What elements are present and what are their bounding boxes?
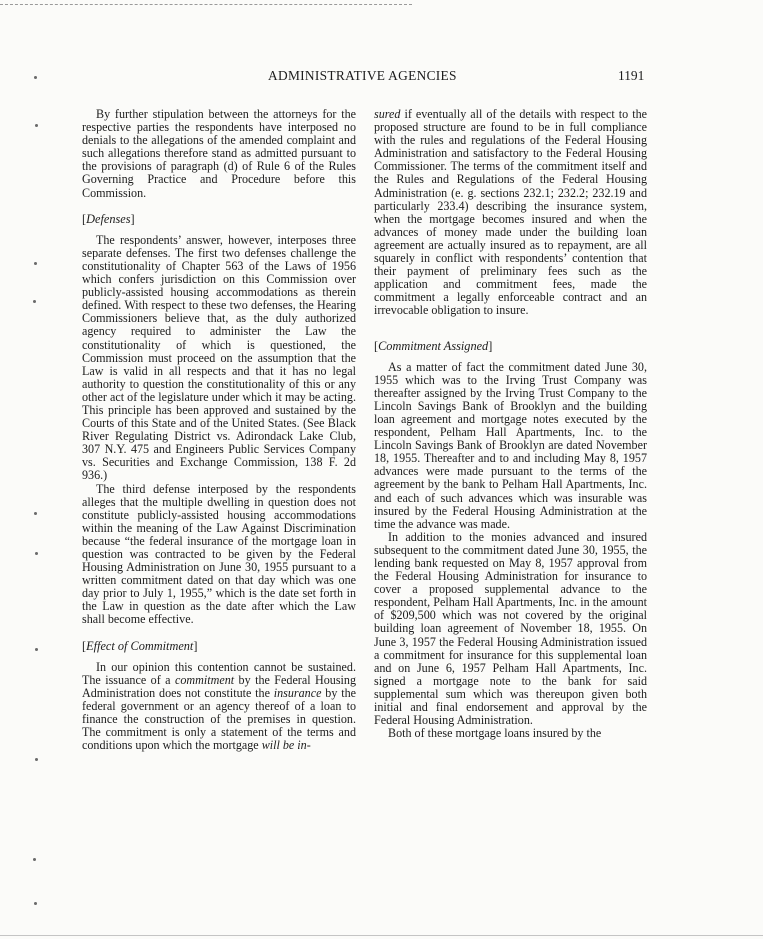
scan-top-border [0, 4, 412, 5]
running-title: ADMINISTRATIVE AGENCIES [268, 68, 457, 83]
scan-speck [35, 648, 38, 651]
running-header [0, 68, 763, 88]
paragraph-defenses: The respondents’ answer, however, interposes three separate defenses. The first two defenses challenge the constitutionality of Chapter 563 of the Laws of 1956 which confers jurisdiction on this Commission over publicly-assisted housing accommodations as therein defined. With respect to these two defenses, the Hearing Commissioners believe that, as the duly authorized agency required to administer the Law the constitutionality of which is questioned, the Commission must proceed on the assumption that the Law is valid in all respects and that it has no legal authority to question the constitutionality of this or any other act of the legislature under which it may be acting. This principle has been approved and sustained by the Courts of this State and of the United States. (See Black River Regulating District vs. Adirondack Lake Club, 307 N.Y. 475 and Engineers Public Services Company vs. Securities and Exchange Commission, 138 F. 2d 936.) [82, 232, 356, 483]
scan-speck [34, 262, 37, 265]
paragraph-both-loans: Both of these mortgage loans insured by the [388, 726, 602, 741]
scan-bottom-rule [0, 935, 763, 936]
section-heading-effect-of-commitment: [Effect of Commitment] [82, 638, 198, 653]
scan-speck [33, 300, 36, 303]
paragraph-stipulation: By further stipulation between the attorneys for the respective parties the respondents have interposed no denials to the allegations of the amended complaint and such allegations therefore stand as admitted pursuant to the provisions of paragraph (d) of Rule 6 of the Rules Governing Practice and Procedure before this Commission. [82, 107, 356, 200]
scan-speck [34, 902, 37, 905]
scan-speck [35, 552, 38, 555]
right-column [374, 108, 647, 740]
paragraph-insured-continuation: sured if eventually all of the details with respect to the proposed structure are found to be in full compliance with the rules and regulations of the Federal Housing Administration and satisfactory to the Federal Housing Commissioner. The terms of the commitment itself and the Rules and Regulations of the Federal Housing Administration (e. g. sections 232.1; 232.2; 232.19 and particularly 233.4) describing the insurance system, when the mortgage becomes insured and when the advances of money made under the building loan agreement are actually insured as to repayment, are all squarely in conflict with respondents’ contention that their payment of preliminary fees such as the application and commitment fees, made the commitment a legally enforceable contract and an irrevocable obligation to insure. [374, 107, 647, 318]
section-heading-commitment-assigned: [Commitment Assigned] [374, 338, 493, 353]
paragraph-commitment-assigned: As a matter of fact the commitment dated June 30, 1955 which was to the Irving Trust Company was thereafter assigned by the Irving Trust Company to the Lincoln Savings Bank of Brooklyn and the building loan agreement and mortgage notes executed by the respondent, Pelham Hall Apartments, Inc. to the Lincoln Savings Bank of Brooklyn are dated November 18, 1955. Thereafter and to and including May 8, 1957 advances were made pursuant to the terms of the agreement by the bank to Pelham Hall Apartments, Inc. and each of such advances which was insurable was insured by the Federal Housing Administration at the time the advance was made. [374, 359, 647, 531]
paragraph-opinion: In our opinion this contention cannot be sustained. The issuance of a commitment by the Federal Housing Administration does not constitute the insurance by the federal government or an agency thereof of a loan to finance the construction of the premises in question. The commitment is only a statement of the terms and conditions upon which the mortgage will be in- [82, 659, 356, 753]
scan-speck [34, 76, 37, 79]
page-number: 1191 [618, 68, 645, 83]
section-heading-defenses: [Defenses] [82, 211, 135, 226]
left-column [82, 108, 356, 752]
scan-speck [35, 124, 38, 127]
scan-speck [35, 758, 38, 761]
scan-speck [33, 858, 36, 861]
paragraph-supplemental-advance: In addition to the monies advanced and insured subsequent to the commitment dated June 30, 1955, the lending bank requested on May 8, 1957 approval from the Federal Housing Administration for insurance to cover a proposed supplemental advance to the respondent, Pelham Hall Apartments, Inc. in the amount of $209,500 which was not covered by the original building loan agreement of November 18, 1955. On June 3, 1957 the Federal Housing Administration issued a commitment for insurance for this supplemental loan and on June 6, 1957 Pelham Hall Apartments, Inc. signed a mortgage note to the bank for said supplemental sum which was thereupon given both initial and final endorsement and approval by the Federal Housing Administration. [374, 529, 647, 728]
paragraph-third-defense: The third defense interposed by the respondents alleges that the multiple dwelling in question does not constitute publicly-assisted housing accommodations within the meaning of the Law Against Discrimination because “the federal insurance of the mortgage loan in question was contracted to be given by the Federal Housing Administration on June 30, 1955 pursuant to a written commitment dated on that day which was one day prior to July 1, 1955,” which is the date set forth in the Law in question as the date after which the Law shall become effective. [82, 481, 356, 627]
scan-speck [34, 512, 37, 515]
